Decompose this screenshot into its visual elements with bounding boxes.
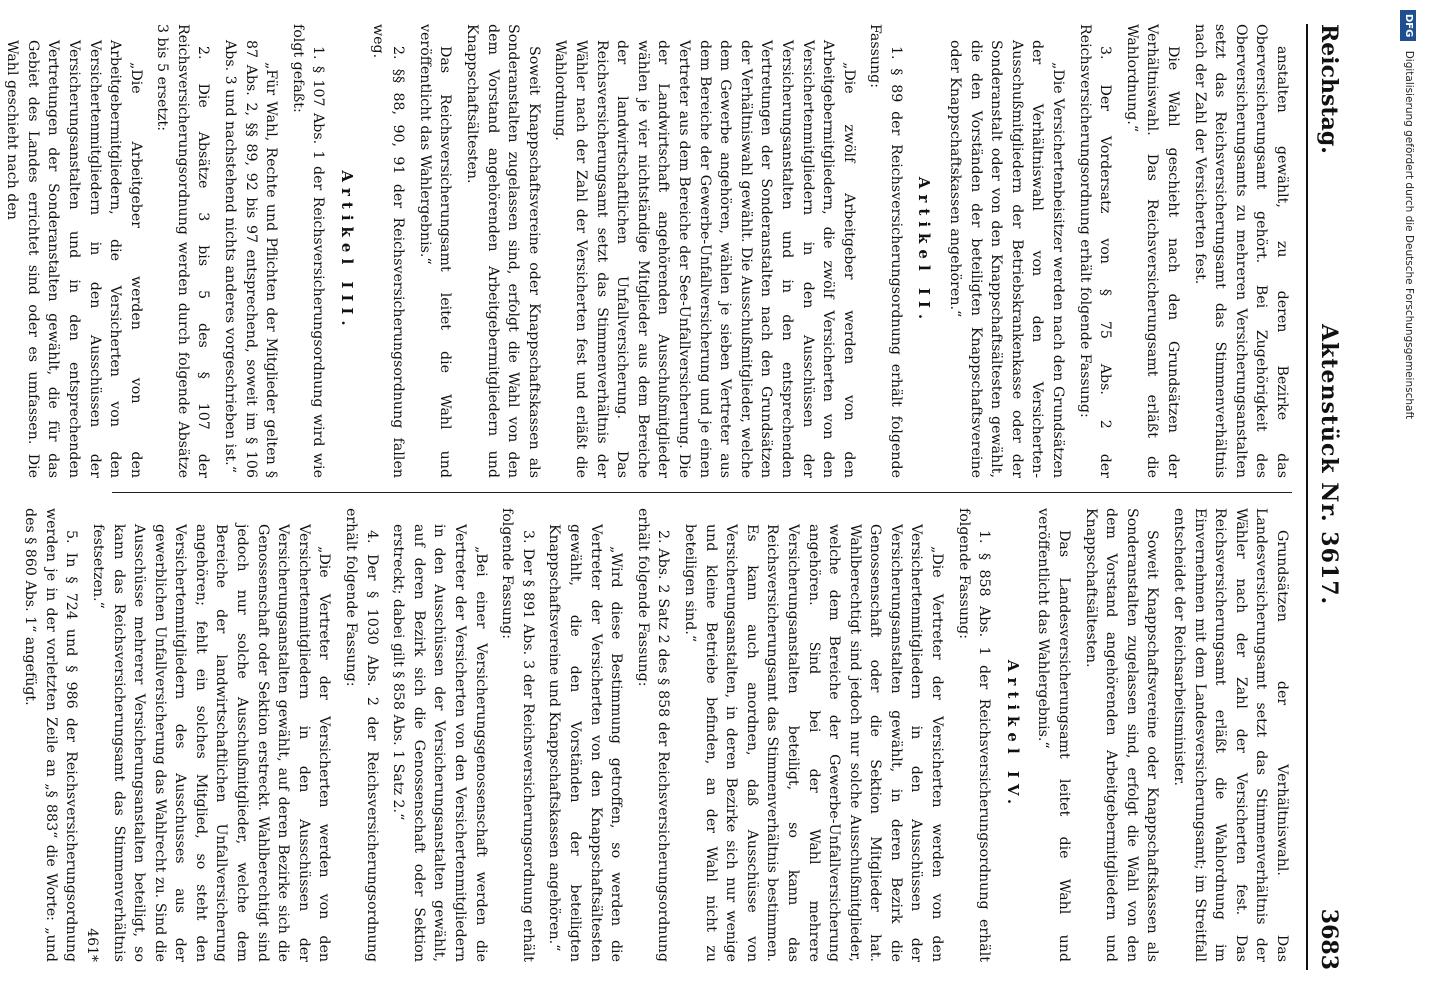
quoted-provision: „Für Wahl, Rechte und Pflichten der Mitglieder gelten § 87 Abs. 2, §§ 89, 92 bis 97 entsprechend, soweit im § 106 Abs. 3 und nachstehend nichts anderes vorgeschrieben ist.“ (222, 40, 280, 478)
document-title: Aktenstück Nr. 3617. (1316, 324, 1342, 606)
article-heading: Artikel II. (915, 176, 934, 326)
numbered-paragraph: 2. Die Absätze 3 bis 5 des § 107 der Reichsversicherungsordnung werden durch folgende Absätze 3 bis 5 ersetzt: (154, 24, 212, 478)
page-footer-signature: 461* (84, 928, 100, 962)
funding-note: Digitalisierung gefördert durch die Deutsche Forschungsgemeinschaft (1403, 50, 1415, 420)
body-paragraph: Das Landesversicherungsamt leitet die Wahl und veröffentlicht das Wahlergebnis.“ (1035, 508, 1073, 962)
body-paragraph: Grundsätzen der Verhältniswahl. Das Landesversicherungsamt setzt das Stimmenverhältnis der Wähler nach der Zahl der Versicherten fest. Das Reichsversicherungsamt erläßt die Wahlordnung im Einvernehmen mit dem Landesversicherungsamt; im Streitfall entscheidet der Reichsarbeitsminister. (1171, 508, 1290, 962)
numbered-paragraph: 2. §§ 88, 90, 91 der Reichsversicherungsordnung fallen weg. (369, 24, 407, 478)
numbered-paragraph: 1. § 89 der Reichsversicherungsordnung erhält folgende Fassung: (867, 24, 904, 478)
numbered-paragraph: 3. Der Vordersatz von § 75 Abs. 2 der Reichsversicherungsordnung erhält folgende Fassung: (1076, 24, 1114, 478)
page-number: 3683 (1316, 908, 1342, 970)
numbered-paragraph: 2. Abs. 2 Satz 2 des § 858 der Reichsversicherungsordnung erhält folgende Fassung: (634, 508, 672, 962)
quoted-provision: „Die Vertreter der Versicherten werden von den Versichertenmitgliedern in den Ausschüssen der Versicherungsanstalten gewählt, in deren Bezirk die Genossenschaft oder die Sektion Mitglieder hat. Wahlberechtigt sind jedoch nur solche Ausschußmitglieder, welche dem Bereiche der Gewerbe-Unfallversicherung angehören. Sind bei der Wahl mehrere Versicherungsanstalten beteiligt, so kann das Reichsversicherungsamt das Stimmenverhältnis bestimmen. Es kann auch anordnen, daß Ausschüsse von Versicherungsanstalten, in deren Bezirke sich nur wenige und kleine Betriebe befinden, an der Wahl nicht zu beteiligen sind.“ (681, 524, 946, 962)
left-column (4, 24, 1292, 478)
quoted-provision: „Die Versichertenbeisitzer werden nach den Grundsätzen der Verhältniswahl von den Versicherten-Ausschußmitgliedern der Betriebskrankenkasse oder der Sonderanstalt oder von den Knappschaftsältesten gewählt, die den Vorständen der beteiligten Knappschaftsvereine oder Knappschaftskassen angehören.“ (947, 40, 1067, 478)
body-paragraph: Soweit Knappschaftsvereine oder Knappschaftskassen als Sonderanstalten zugelassen sind, erfolgt die Wahl von den dem Vorstand angehörenden Arbeitgebermitgliedern und Knappschaftsältesten. (1082, 508, 1161, 962)
article-heading: Artikel III. (338, 170, 357, 332)
numbered-paragraph: 3. Der § 891 Abs. 3 der Reichsversicherungsordnung erhält folgende Fassung: (499, 508, 536, 962)
quoted-provision: „Wird diese Bestimmung getroffen, so werden die Vertreter der Versicherten von den Knappschaftsältesten gewählt, die den Vorständen der beteiligten Knappschaftsvereine und Knappschaftskassen angehören.“ (546, 524, 625, 962)
header-left: Reichstag. (1316, 24, 1342, 154)
rotated-document-page (4, 0, 1380, 1000)
quoted-provision: „Bei einer Versicherungsgenossenschaft werden die Vertreter der Versicherten von den Versichertenmitgliedern in den Ausschüssen der Versicherungsanstalten gewählt, auf deren Bezirk sich die Genossenschaft oder Sektion erstreckt; dabei gilt § 858 Abs. 1 Satz 2.“ (390, 524, 489, 962)
numbered-paragraph: 1. § 858 Abs. 1 der Reichsversicherungsordnung erhält folgende Fassung: (955, 508, 993, 962)
dfg-logo: DFG (1400, 10, 1416, 41)
page-header (1306, 24, 1356, 970)
side-note-text-wrap (1398, 10, 1420, 990)
numbered-paragraph: 4. Der § 1030 Abs. 2 der Reichsversicherungsordnung erhält folgende Fassung: (343, 508, 380, 962)
numbered-paragraph: 5. In § 724 und § 986 der Reichsversicherungsordnung werden je in der vorletzten Zeile an „§ 883“ die Worte: „und des § 860 Abs. 1“ angefügt. (22, 508, 80, 962)
column-divider (112, 492, 1292, 493)
numbered-paragraph: 1. § 107 Abs. 1 der Reichsversicherungsordnung wird wie folgt gefaßt: (289, 24, 327, 478)
body-paragraph: anstalten gewählt, zu deren Bezirke das Oberversicherungsamt gehört. Bei Zugehörigkeit des Oberversicherungsamts zu mehreren Versicherungsanstalten setzt das Reichsversicherungsamt das Stimmenverhältnis nach der Zahl der Versicherten fest. (1191, 24, 1290, 478)
quoted-provision: „Die Vertreter der Versicherten werden von den Versichertenmitgliedern in den Ausschüssen der Versicherungsanstalten gewählt, auf deren Bezirke sich die Genossenschaft oder Sektion erstreckt. Wahlberechtigt sind jedoch nur solche Ausschußmitglieder, welche dem Bereiche der landwirtschaftlichen Unfallversicherung angehören; fehlt ein solches Mitglied, so steht den Versichertenmitgliedern des Ausschusses aus der gewerblichen Unfallversicherung das Wahlrecht zu. Sind die Ausschüsse mehrerer Versicherungsanstalten beteiligt, so kann das Reichsversicherungsamt das Stimmenverhältnis festsetzen.“ (89, 524, 333, 962)
body-paragraph: Das Reichsversicherungsamt leitet die Wahl und veröffentlicht das Wahlergebnis.“ (416, 24, 454, 478)
quoted-provision: „Die Arbeitgeber werden von den Arbeitgebermitgliedern, die Versicherten von den Versichertenmitgliedern in den Ausschüssen der Versicherungsanstalten und in den entsprechenden Vertretungen der Sonderanstalten gewählt, die für das Gebiet des Landes errichtet sind oder es umfassen. Die Wahl geschieht nach den (4, 40, 144, 478)
body-paragraph: Die Wahl geschieht nach den Grundsätzen der Verhältniswahl. Das Reichsversicherungsamt erläßt die Wahlordnung.“ (1123, 24, 1182, 478)
side-note (1398, 10, 1424, 990)
quoted-provision: „Die zwölf Arbeitgeber werden von den Arbeitgebermitgliedern, die zwölf Versicherten von den Versichertenmitgliedern in den Ausschüssen der Versicherungsanstalten und in den entsprechenden Vertretungen der Sonderanstalten nach den Grundsätzen der Verhältniswahl gewählt. Die Ausschußmitglieder, welche dem Gewerbe angehören, wählen je sieben Vertreter aus dem Bereiche der Gewerbe-Unfallversicherung und je einen Vertreter aus dem Bereiche der See-Unfallversicherung. Die der Landwirtschaft angehörenden Ausschußmitglieder wählen je vier nichtständige Mitglieder aus dem Bereiche der landwirtschaftlichen Unfallversicherung. Das Reichsversicherungsamt setzt das Stimmenverhältnis der Wähler nach der Zahl der Versicherten fest und erläßt die Wahlordnung. (552, 40, 857, 478)
body-paragraph: Soweit Knappschaftsvereine oder Knappschaftskassen als Sonderanstalten zugelassen sind, erfolgt die Wahl von den dem Vorstand angehörenden Arbeitgebermitgliedern und Knappschaftsältesten. (464, 24, 542, 478)
article-heading: Artikel IV. (1003, 659, 1022, 811)
